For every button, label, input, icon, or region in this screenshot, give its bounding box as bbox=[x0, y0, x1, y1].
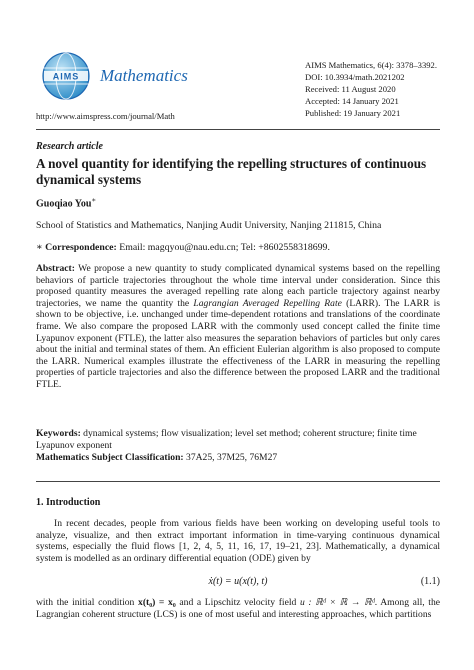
correspondence bbox=[36, 242, 330, 253]
equation-number: (1.1) bbox=[420, 576, 440, 587]
correspondence-label: Correspondence: bbox=[45, 242, 117, 253]
equation-body: ẋ(t) = u(x(t), t) bbox=[208, 576, 268, 587]
keywords bbox=[36, 428, 440, 451]
published-date: Published: 19 January 2021 bbox=[305, 108, 401, 118]
aims-globe-logo bbox=[40, 50, 92, 102]
author-name bbox=[36, 196, 96, 209]
intro-paragraph: In recent decades, people from various fields have been working on developing useful tools to analyze, visualize, and then extract important information in time-varying continuous dynamical systems, especially the fluid flows [1, 2, 4, 5, 11, 16, 17, 19–21, 23]. Mathematically, a dynamical system is modelled as an ordinary differential equation (ODE) given by bbox=[36, 518, 440, 564]
abstract-text-2: (LARR). The LARR is shown to be objective, i.e. unchanged under time-dependent rotations and translations of the coordinate frame. We also compare the proposed LARR with the commonly used concept called the finite time Lyapunov exponent (FTLE), the latter also measures the separation behaviors of particles but only cares about the initial and terminal states of them. An efficient Eulerian algorithm is also proposed to compute the LARR. Numerical examples illustrate the effectiveness of the LARR in measuring the repelling properties of particle trajectories and also the difference between the proposed LARR and the traditional FTLE. bbox=[36, 297, 440, 390]
msc-label: Mathematics Subject Classification: bbox=[36, 452, 184, 463]
equation-1-1 bbox=[36, 576, 440, 590]
correspondence-text: Email: magqyou@nau.edu.cn; Tel: +8602558318699. bbox=[119, 242, 330, 253]
header-divider bbox=[36, 129, 440, 130]
post-equation-paragraph bbox=[36, 597, 440, 620]
received-date: Received: 11 August 2020 bbox=[305, 84, 396, 94]
initial-condition: x(t₀) = x₀ bbox=[138, 597, 176, 608]
abstract bbox=[36, 263, 440, 391]
citation: AIMS Mathematics, 6(4): 3378–3392. bbox=[305, 60, 437, 70]
keywords-text: dynamical systems; flow visualization; level set method; coherent structure; finite time Lyapunov exponent bbox=[36, 428, 417, 451]
section-heading: 1. Introduction bbox=[36, 497, 101, 508]
velocity-field: u : ℝᵈ × ℝ → ℝᵈ bbox=[299, 597, 375, 608]
abstract-italic-term: Lagrangian Averaged Repelling Rate bbox=[193, 297, 342, 309]
abstract-divider bbox=[36, 481, 440, 482]
journal-name: Mathematics bbox=[100, 66, 188, 85]
doi-link[interactable]: DOI: 10.3934/math.2021202 bbox=[305, 72, 405, 82]
publication-info bbox=[305, 59, 437, 119]
author-text: Guoqiao You bbox=[36, 198, 92, 210]
article-type-label: Research article bbox=[36, 141, 103, 152]
msc-classification bbox=[36, 452, 277, 463]
article-title: A novel quantity for identifying the repelling structures of continuous dynamical systems bbox=[36, 156, 427, 187]
author-mark: ∗ bbox=[91, 196, 97, 204]
after-text-1: with the initial condition bbox=[36, 597, 139, 608]
after-text-3: . Among all, the Lagrangian coherent structure (LCS) is one of most useful and interesting approaches, which partitions bbox=[36, 597, 441, 620]
correspondence-mark: ∗ bbox=[36, 242, 43, 253]
abstract-label: Abstract: bbox=[36, 263, 75, 274]
msc-codes: 37A25, 37M25, 76M27 bbox=[186, 452, 278, 463]
affiliation: School of Statistics and Mathematics, Nanjing Audit University, Nanjing 211815, China bbox=[36, 220, 382, 231]
keywords-label: Keywords: bbox=[36, 428, 81, 439]
journal-url-link[interactable]: http://www.aimspress.com/journal/Math bbox=[36, 111, 175, 121]
after-text-2: and a Lipschitz velocity field bbox=[175, 597, 300, 608]
abstract-text-1: We propose a new quantity to study complicated dynamical systems based on the repelling behaviors of particle trajectories throughout the whole time interval under consideration. Since this proposed quantity measures the averaged repelling rate along each particle trajectory against nearby trajectories, we name the quantity the bbox=[36, 263, 440, 309]
accepted-date: Accepted: 14 January 2021 bbox=[305, 96, 399, 106]
svg-text:AIMS: AIMS bbox=[52, 71, 80, 82]
